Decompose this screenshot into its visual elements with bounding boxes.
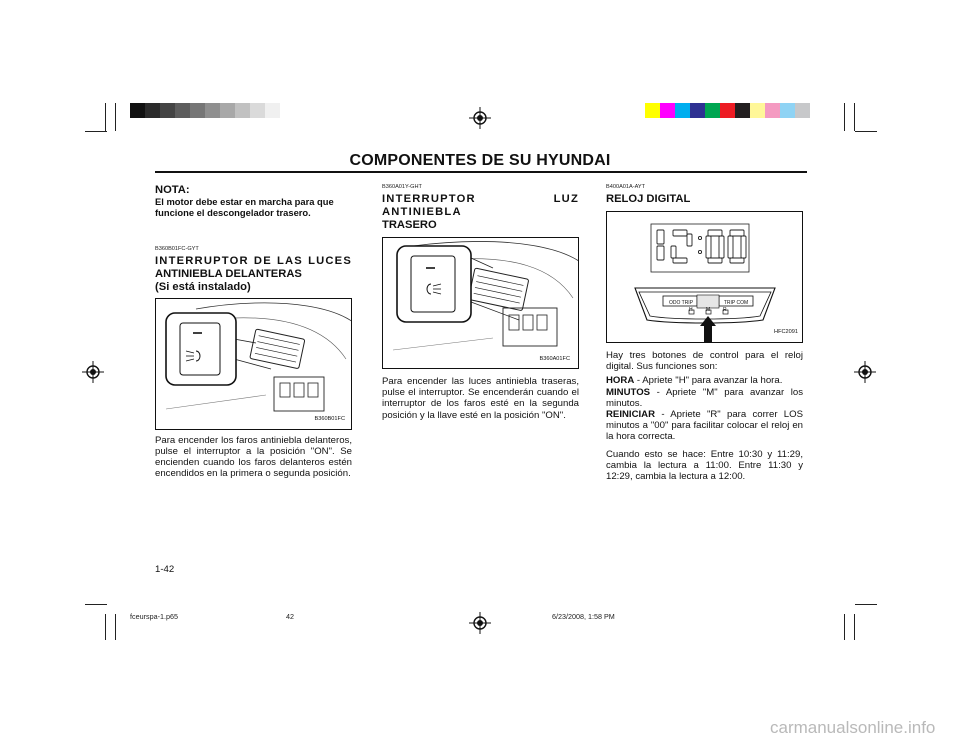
section-code: B400A01A-AYT — [606, 184, 646, 190]
swatch-5 — [720, 103, 735, 118]
registration-mark-top-icon — [469, 107, 491, 129]
section-heading-line1: INTERRUPTOR LUZ ANTINIEBLA — [382, 193, 579, 218]
figure-caption: HFC2091 — [774, 328, 798, 335]
rear-fog-body: Para encender las luces antiniebla traseras, pulse el interruptor. Se encenderán cuando el interruptor de los faros esté en la segunda posición y la llave esté en la posición "ON". — [382, 376, 579, 421]
section-heading-line2: TRASERO — [382, 219, 437, 231]
clock-minutos-line — [606, 387, 803, 409]
trip-com-button: TRIP COM — [723, 300, 749, 306]
dashboard-illustration-icon — [383, 238, 578, 368]
swatch-7 — [750, 103, 765, 118]
gray-swatch-bar — [130, 103, 280, 118]
section-heading-line1: INTERRUPTOR DE LAS LUCES — [155, 254, 352, 267]
note-text: El motor debe estar en marcha para que funcione el descongelador trasero. — [155, 196, 334, 219]
footer-timestamp: 6/23/2008, 1:58 PM — [552, 612, 615, 621]
swatch-5 — [205, 103, 220, 118]
clock-hora-line — [606, 375, 803, 386]
swatch-3 — [175, 103, 190, 118]
figure-caption: B360A01FC — [539, 355, 570, 362]
swatch-10 — [795, 103, 810, 118]
clock-reiniciar-line — [606, 409, 803, 443]
swatch-7 — [235, 103, 250, 118]
swatch-6 — [220, 103, 235, 118]
front-fog-body: Para encender los faros antiniebla delanteros, pulse el interruptor a la posición "ON". Se encienden cuando los faros delanteros estén encendidos en la primera o segunda posición. — [155, 434, 352, 480]
digital-clock-illustration-icon — [607, 212, 802, 342]
footer-file-name: fceurspa-1.p65 — [130, 612, 178, 621]
column-rear-fog — [382, 184, 579, 421]
registration-mark-left-icon — [82, 361, 104, 383]
footer-page-ref: 42 — [286, 612, 294, 621]
digital-clock-figure — [606, 211, 803, 343]
front-fog-switch-figure — [155, 298, 352, 430]
page-number: 1-42 — [155, 564, 175, 575]
hora-text: - Apriete "H" para avanzar la hora. — [634, 375, 783, 387]
clock-intro: Hay tres botones de control para el reloj digital. Sus funciones son: — [606, 350, 803, 373]
swatch-3 — [690, 103, 705, 118]
section-heading: RELOJ DIGITAL — [606, 193, 691, 205]
clock-closing: Cuando esto se hace: Entre 10:30 y 11:29, cambia la lectura a 11:00. Entre 11:30 y 12:29, cambia la lectura a 12:00. — [606, 448, 803, 483]
watermark: carmanualsonline.info — [770, 718, 936, 737]
reiniciar-label: REINICIAR — [606, 409, 656, 421]
dashboard-illustration-icon — [156, 299, 351, 429]
section-code: B360A01Y-GHT — [382, 184, 422, 190]
minutos-label: MINUTOS — [606, 386, 651, 398]
clock-key-m: M — [706, 307, 711, 313]
swatch-0 — [130, 103, 145, 118]
figure-caption: B360B01FC — [314, 416, 345, 423]
swatch-8 — [250, 103, 265, 118]
section-heading-line2: ANTINIEBLA DELANTERAS — [155, 267, 302, 280]
swatch-4 — [705, 103, 720, 118]
swatch-2 — [675, 103, 690, 118]
swatch-9 — [780, 103, 795, 118]
minutos-text: - Apriete "M" para avanzar los minutos. — [606, 386, 803, 409]
page-title: COMPONENTES DE SU HYUNDAI — [349, 152, 611, 169]
swatch-4 — [190, 103, 205, 118]
rear-fog-switch-figure — [382, 237, 579, 369]
odo-trip-button: ODO TRIP — [668, 300, 694, 306]
clock-key-r: R — [723, 307, 727, 313]
reiniciar-text: - Apriete "R" para correr LOS minutos a "00" para facilitar colocar el reloj en la hora correcta. — [606, 409, 803, 443]
swatch-0 — [645, 103, 660, 118]
column-front-fog — [155, 184, 352, 479]
color-swatch-bar — [645, 103, 810, 118]
hora-label: HORA — [606, 375, 635, 387]
swatch-1 — [660, 103, 675, 118]
swatch-8 — [765, 103, 780, 118]
registration-mark-right-icon — [854, 361, 876, 383]
registration-mark-bottom-icon — [469, 612, 491, 634]
swatch-2 — [160, 103, 175, 118]
section-heading-line3: (Si está instalado) — [155, 280, 251, 293]
swatch-9 — [265, 103, 280, 118]
column-digital-clock — [606, 184, 803, 482]
clock-key-h: H — [689, 307, 693, 313]
note-title: NOTA: — [155, 184, 190, 196]
section-code: B360B01FC-GYT — [155, 245, 199, 252]
swatch-6 — [735, 103, 750, 118]
swatch-1 — [145, 103, 160, 118]
header-rule — [155, 171, 807, 173]
